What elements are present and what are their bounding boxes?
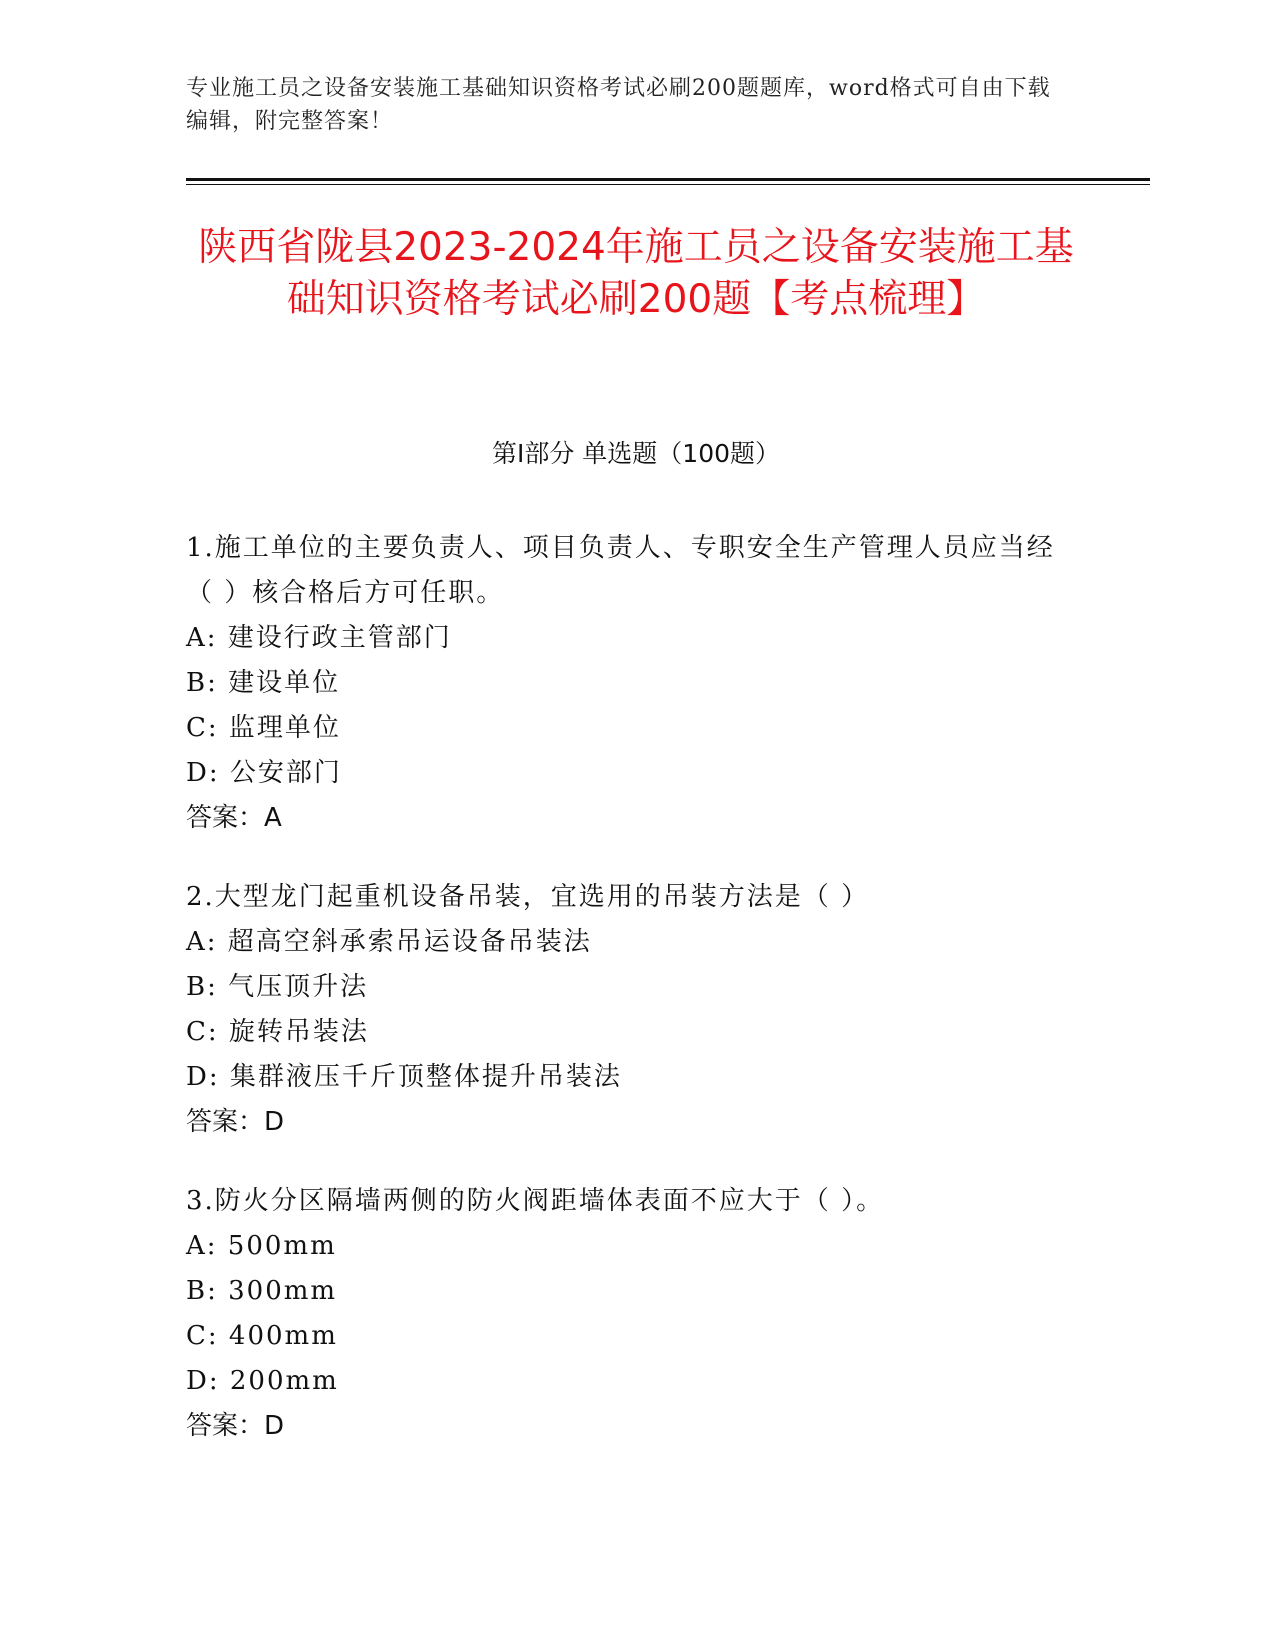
section-heading: 第I部分 单选题（100题）	[491, 439, 781, 468]
header-divider-thin	[186, 184, 1150, 185]
option-c: C: 监理单位	[186, 713, 341, 743]
question-stem: 3.防火分区隔墙两侧的防火阀距墙体表面不应大于（ ）。	[186, 1186, 885, 1216]
option-a: A: 建设行政主管部门	[186, 623, 452, 653]
option-d: D: 集群液压千斤顶整体提升吊装法	[186, 1062, 622, 1092]
header-divider-thick	[186, 178, 1150, 181]
document-title: 陕西省陇县2023-2024年施工员之设备安装施工基础知识资格考试必刷200题【考点梳理】	[198, 225, 1074, 322]
option-b: B: 气压顶升法	[186, 972, 369, 1002]
question-1	[186, 526, 1066, 841]
option-a: A: 500mm	[186, 1231, 337, 1261]
question-3	[186, 1179, 1066, 1449]
option-b: B: 建设单位	[186, 668, 341, 698]
question-list	[186, 526, 1066, 1483]
option-c: C: 400mm	[186, 1321, 338, 1351]
answer: 答案：D	[186, 1411, 285, 1441]
question-stem: 2.大型龙门起重机设备吊装，宜选用的吊装方法是（ ）	[186, 882, 870, 912]
option-c: C: 旋转吊装法	[186, 1017, 369, 1047]
option-d: D: 公安部门	[186, 758, 342, 788]
answer: 答案：D	[186, 1107, 285, 1137]
option-b: B: 300mm	[186, 1276, 338, 1306]
option-d: D: 200mm	[186, 1366, 339, 1396]
option-a: A: 超高空斜承索吊运设备吊装法	[186, 927, 592, 957]
question-2	[186, 875, 1066, 1145]
question-stem: 1.施工单位的主要负责人、项目负责人、专职安全生产管理人员应当经（ ）核合格后方可任职。	[186, 533, 1055, 608]
answer: 答案：A	[186, 803, 282, 833]
header-note: 专业施工员之设备安装施工基础知识资格考试必刷200题题库，word格式可自由下载编辑，附完整答案！	[186, 76, 1051, 134]
